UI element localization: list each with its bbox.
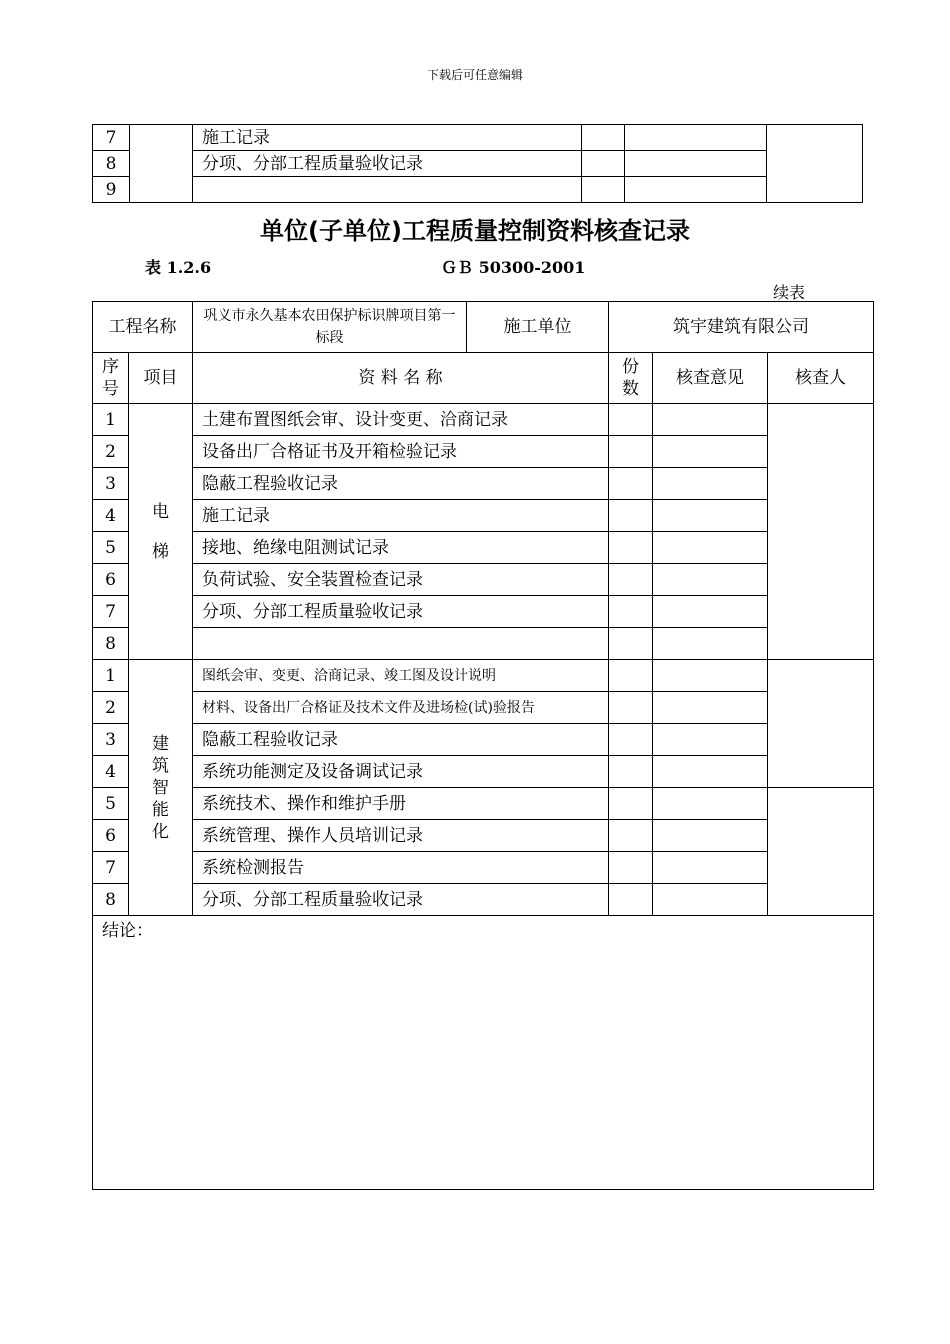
table-row [93, 628, 874, 660]
table-row [93, 500, 874, 532]
contractor-label: 施工单位 [467, 302, 609, 353]
table-row [93, 125, 863, 151]
checker-cell [768, 660, 874, 788]
document-name: 土建布置图纸会审、设计变更、洽商记录 [193, 404, 609, 436]
table-row [93, 564, 874, 596]
row-number: 4 [93, 756, 129, 788]
row-number: 6 [93, 564, 129, 596]
document-name: 分项、分部工程质量验收记录 [193, 151, 582, 177]
row-number: 7 [93, 852, 129, 884]
row-number: 9 [93, 177, 130, 203]
col-item: 项目 [129, 353, 193, 404]
table-row [93, 660, 874, 692]
row-number: 2 [93, 692, 129, 724]
row-number: 3 [93, 468, 129, 500]
row-number: 8 [93, 628, 129, 660]
document-name: 材料、设备出厂合格证及技术文件及进场检(试)验报告 [193, 692, 609, 724]
table-row [93, 788, 874, 820]
document-name: 设备出厂合格证书及开箱检验记录 [193, 436, 609, 468]
conclusion-row [93, 916, 874, 1190]
project-value: 巩义市永久基本农田保护标识牌项目第一标段 [193, 302, 467, 353]
table-row [93, 756, 874, 788]
checker-cell [768, 404, 874, 660]
col-copies: 份数 [609, 353, 653, 404]
document-name: 系统技术、操作和维护手册 [193, 788, 609, 820]
table-row [93, 532, 874, 564]
previous-page-table [92, 124, 863, 203]
continued-label: 续表 [773, 283, 806, 302]
row-number: 8 [93, 884, 129, 916]
table-row [93, 820, 874, 852]
col-name: 资 料 名 称 [193, 353, 609, 404]
table-row [93, 436, 874, 468]
document-name: 隐蔽工程验收记录 [193, 468, 609, 500]
page-title: 单位(子单位)工程质量控制资料核查记录 [260, 217, 690, 245]
row-number: 2 [93, 436, 129, 468]
document-name: 图纸会审、变更、洽商记录、竣工图及设计说明 [193, 660, 609, 692]
group-label-intelligent-building: 建 筑 智 能 化 [129, 660, 193, 916]
document-name: 接地、绝缘电阻测试记录 [193, 532, 609, 564]
document-name: 施工记录 [193, 125, 582, 151]
row-number: 3 [93, 724, 129, 756]
table-row [93, 177, 863, 203]
column-header-row [93, 353, 874, 404]
col-no: 序号 [93, 353, 129, 404]
header-note: 下载后可任意编辑 [426, 68, 523, 82]
row-number: 7 [93, 125, 130, 151]
document-name: 系统检测报告 [193, 852, 609, 884]
col-opinion: 核查意见 [653, 353, 768, 404]
row-number: 8 [93, 151, 130, 177]
table-row [93, 724, 874, 756]
table-row [93, 468, 874, 500]
row-number: 1 [93, 660, 129, 692]
table-row [93, 151, 863, 177]
document-name: 负荷试验、安全装置检查记录 [193, 564, 609, 596]
project-label: 工程名称 [93, 302, 193, 353]
document-name: 分项、分部工程质量验收记录 [193, 596, 609, 628]
row-number: 6 [93, 820, 129, 852]
table-row [93, 404, 874, 436]
table-row [93, 884, 874, 916]
quality-control-table [92, 301, 874, 1190]
row-number: 5 [93, 788, 129, 820]
group-label-elevator: 电 梯 [129, 404, 193, 660]
document-name [193, 628, 609, 660]
document-name: 系统管理、操作人员培训记录 [193, 820, 609, 852]
row-number: 4 [93, 500, 129, 532]
document-name [193, 177, 582, 203]
contractor-value: 筑宇建筑有限公司 [609, 302, 874, 353]
col-checker: 核查人 [768, 353, 874, 404]
document-name: 分项、分部工程质量验收记录 [193, 884, 609, 916]
table-row [93, 852, 874, 884]
document-name: 施工记录 [193, 500, 609, 532]
table-number: 表 1.2.6 [145, 258, 212, 277]
row-number: 5 [93, 532, 129, 564]
table-row [93, 596, 874, 628]
row-number: 7 [93, 596, 129, 628]
checker-cell [768, 788, 874, 916]
table-row [93, 692, 874, 724]
row-number: 1 [93, 404, 129, 436]
standard-code: ＧＢ 50300-2001 [441, 258, 586, 277]
document-name: 隐蔽工程验收记录 [193, 724, 609, 756]
conclusion-label: 结论： [93, 916, 874, 1190]
document-name: 系统功能测定及设备调试记录 [193, 756, 609, 788]
info-row [93, 302, 874, 353]
